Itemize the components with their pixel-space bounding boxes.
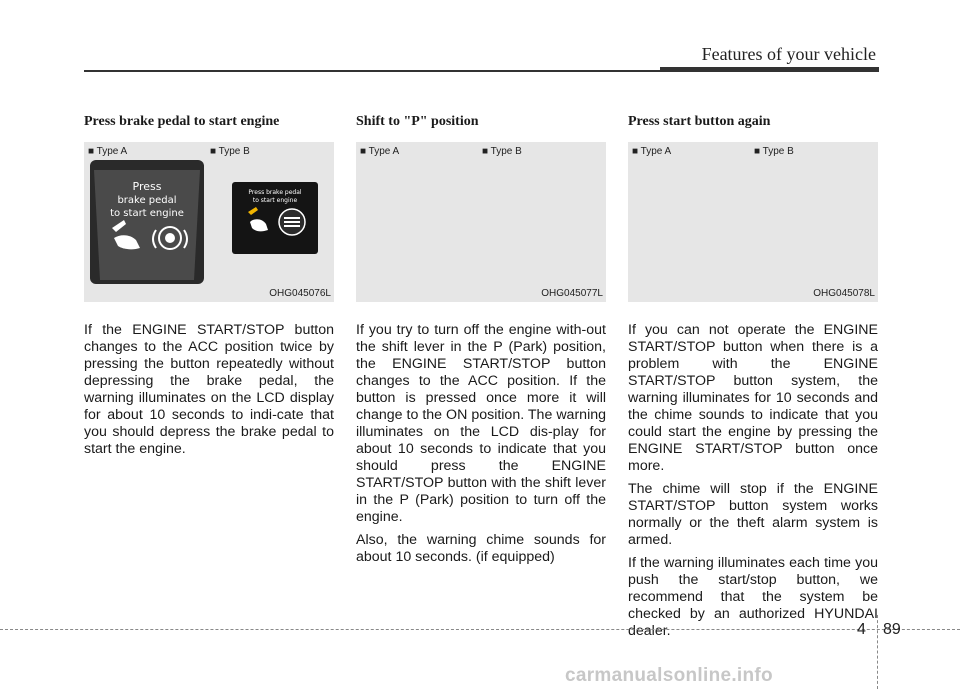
- lcd-display-type-a: [90, 160, 204, 284]
- section-paragraph: The chime will stop if the ENGINE START/STOP button system works normally or the theft alarm system is armed.: [628, 481, 878, 548]
- lcd-b-line-1: Press brake pedal: [248, 189, 302, 196]
- start-stop-button-icon: [279, 209, 305, 235]
- header-title: Features of your vehicle: [701, 44, 876, 64]
- page-number: 89: [883, 621, 901, 638]
- type-b-label: ■ Type B: [754, 146, 794, 157]
- section-heading: Press brake pedal to start engine: [84, 114, 280, 129]
- figure-code: OHG045077L: [541, 288, 603, 299]
- section-shift-to-p: [356, 113, 606, 566]
- lcd-a-line-2: brake pedal: [117, 195, 177, 206]
- figure-code: OHG045076L: [269, 288, 331, 299]
- section-paragraph: If you can not operate the ENGINE START/STOP button when there is a problem with the ENGINE START/STOP button system, the warning illuminates for 10 seconds and the chime sounds to indicate that you could start the engine by pressing the ENGINE START/STOP button once more.: [628, 322, 878, 474]
- watermark: carmanualsonline.info: [565, 665, 773, 686]
- lcd-a-line-3: to start engine: [110, 208, 184, 219]
- section-paragraph: If the warning illuminates each time you push the start/stop button, we recommend that the system be checked by an authorized HYUNDAI dealer.: [628, 555, 878, 639]
- lcd-a-line-1: Press: [132, 180, 162, 193]
- type-a-label: ■ Type A: [360, 146, 400, 157]
- figure-shift-to-p: [356, 142, 606, 302]
- lcd-display-type-b: [232, 182, 318, 254]
- figure-code: OHG045078L: [813, 288, 875, 299]
- type-a-label: ■ Type A: [88, 146, 128, 157]
- section-press-brake-pedal: [84, 113, 334, 458]
- footer-divider: [877, 615, 878, 689]
- section-heading: Press start button again: [628, 114, 771, 129]
- lcd-b-line-2: to start engine: [252, 197, 298, 204]
- section-paragraph: If the ENGINE START/STOP button changes to the ACC position twice by pressing the button repeatedly without depressing the brake pedal, the warning illuminates on the LCD display for about 10 seconds to indi-cate that you should depress the brake pedal to start the engine.: [84, 322, 334, 457]
- section-paragraph: If you try to turn off the engine with-out the shift lever in the P (Park) position, the ENGINE START/STOP button changes to the ACC position. If the button is pressed once more it will change to the ON position. The warning illuminates on the LCD dis-play for about 10 seconds to indicate that you should press the ENGINE START/STOP button with the shift lever in the P (Park) position to turn off the engine.: [356, 322, 606, 525]
- section-heading: Shift to "P" position: [356, 114, 479, 129]
- figure-press-start-button: [628, 142, 878, 302]
- footer-rule: [0, 629, 960, 630]
- header-rule-accent: [660, 67, 879, 72]
- type-b-label: ■ Type B: [482, 146, 522, 157]
- section-press-start-button: [628, 113, 878, 640]
- type-b-label: ■ Type B: [210, 146, 250, 157]
- type-a-label: ■ Type A: [632, 146, 672, 157]
- figure-press-brake-pedal: [84, 142, 334, 302]
- chapter-number: 4: [857, 621, 866, 638]
- section-paragraph: Also, the warning chime sounds for about 10 seconds. (if equipped): [356, 532, 606, 565]
